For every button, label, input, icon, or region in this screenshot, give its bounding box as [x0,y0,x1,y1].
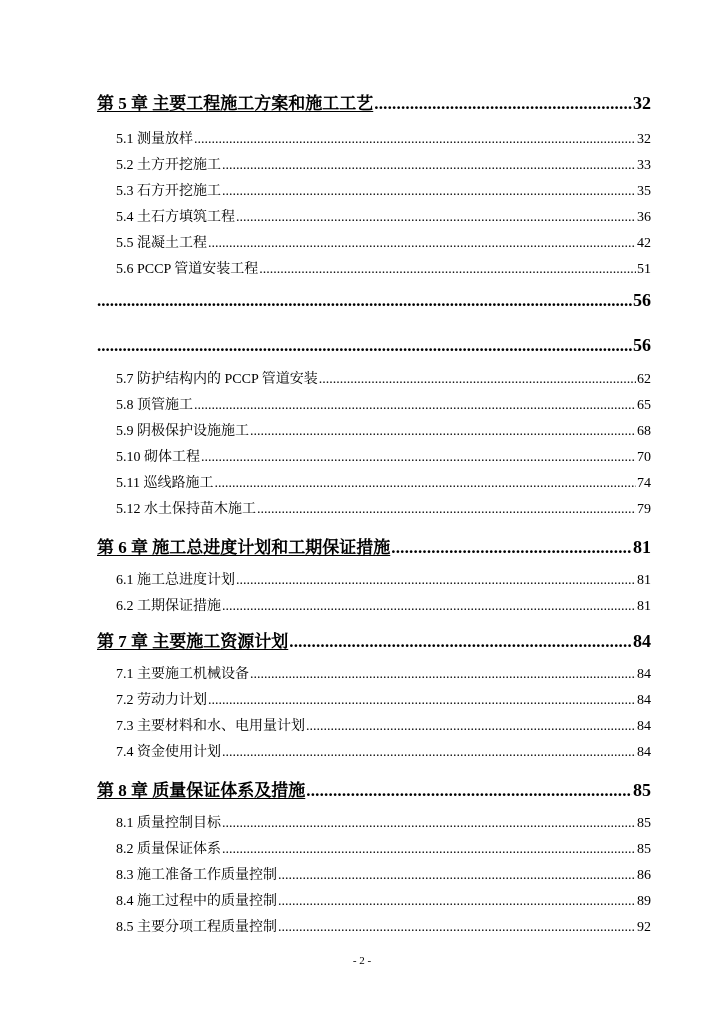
toc-entry-label: 5.2 土方开挖施工 [116,158,221,173]
toc-entry-label: 第 5 章 主要工程施工方案和施工工艺 [97,94,374,113]
toc-page-number: 68 [637,424,651,439]
toc-entry-label: 5.6 PCCP 管道安装工程 [116,262,259,277]
toc-dot-leader [236,210,636,226]
toc-dot-leader [319,372,636,388]
toc-section-entry[interactable] [116,232,651,254]
toc-page-number: 85 [637,816,651,831]
toc-section-entry[interactable] [116,741,651,763]
toc-entry-label: 8.1 质量控制目标 [116,816,221,831]
toc-dot-leader [222,745,636,761]
toc-page-number: 84 [637,693,651,708]
toc-section-entry[interactable] [116,472,651,494]
toc-page-number: 33 [637,158,651,173]
toc-section-entry[interactable] [116,663,651,685]
toc-section-entry[interactable] [116,446,651,468]
toc-dot-leader [222,842,636,858]
toc-page-number: 51 [637,262,651,277]
toc-entry-label: 6.2 工期保证措施 [116,599,221,614]
toc-dot-leader [306,719,636,735]
toc-dot-leader [214,476,636,492]
toc-page-number: 84 [633,631,651,651]
toc-page-number: 32 [633,93,651,113]
toc-page-number: 65 [637,398,651,413]
toc-section-entry[interactable] [116,154,651,176]
toc-entry-label: 5.5 混凝土工程 [116,236,207,251]
toc-dot-leader [391,538,632,558]
toc-section-entry[interactable] [116,206,651,228]
toc-entry-label: 8.4 施工过程中的质量控制 [116,894,277,909]
toc-dot-leader [278,920,636,936]
toc-entry-label: 第 8 章 质量保证体系及措施 [97,781,306,800]
toc-dot-leader [201,450,636,466]
toc-dot-leader [306,781,632,801]
toc-chapter-entry[interactable] [97,533,651,559]
toc-dot-leader [250,424,636,440]
toc-page-number: 70 [637,450,651,465]
toc-entry-label: 8.5 主要分项工程质量控制 [116,920,277,935]
toc-dot-leader [194,132,636,148]
toc-entry-label: 7.3 主要材料和水、电用量计划 [116,719,305,734]
toc-chapter-entry[interactable] [97,627,651,653]
toc-section-entry[interactable] [116,258,651,280]
toc-entry-label: 5.10 砌体工程 [116,450,200,465]
toc-entry-label: 5.8 顶管施工 [116,398,193,413]
toc-entry-label: 5.12 水土保持苗木施工 [116,502,256,517]
toc-blank-entry[interactable] [97,290,651,316]
toc-dot-leader [194,398,636,414]
toc-page-number: 89 [637,894,651,909]
toc-dot-leader [97,291,632,311]
toc-entry-label: 6.1 施工总进度计划 [116,573,235,588]
toc-page-number: 84 [637,719,651,734]
toc-dot-leader [236,573,636,589]
toc-page-number: 42 [637,236,651,251]
toc-entry-label: 8.2 质量保证体系 [116,842,221,857]
toc-page-number: 84 [637,745,651,760]
toc-dot-leader [278,868,636,884]
toc-dot-leader [97,336,632,356]
toc-page-number: 36 [637,210,651,225]
toc-section-entry[interactable] [116,864,651,886]
toc-section-entry[interactable] [116,715,651,737]
toc-section-entry[interactable] [116,812,651,834]
toc-entry-label: 8.3 施工准备工作质量控制 [116,868,277,883]
toc-section-entry[interactable] [116,394,651,416]
toc-dot-leader [208,236,636,252]
toc-dot-leader [250,667,636,683]
toc-entry-label: 7.2 劳动力计划 [116,693,207,708]
toc-entry-label: 5.4 土石方填筑工程 [116,210,235,225]
toc-section-entry[interactable] [116,916,651,938]
toc-page-number: 62 [637,372,651,387]
toc-dot-leader [289,632,632,652]
toc-page-number: 85 [637,842,651,857]
toc-entry-label: 第 6 章 施工总进度计划和工期保证措施 [97,538,391,557]
toc-page-number: 32 [637,132,651,147]
toc-entry-label: 5.11 巡线路施工 [116,476,214,491]
toc-dot-leader [222,599,636,615]
toc-section-entry[interactable] [116,498,651,520]
toc-dot-leader [222,816,636,832]
toc-section-entry[interactable] [116,180,651,202]
toc-section-entry[interactable] [116,420,651,442]
toc-page-number: 92 [637,920,651,935]
toc-section-entry[interactable] [116,595,651,617]
toc-entry-label: 第 7 章 主要施工资源计划 [97,632,289,651]
toc-page-number: 81 [633,537,651,557]
toc-entry-label: 5.1 测量放样 [116,132,193,147]
toc-page-number: 79 [637,502,651,517]
toc-dot-leader [259,262,636,278]
toc-section-entry[interactable] [116,838,651,860]
toc-page-number: 56 [633,290,651,310]
toc-dot-leader [222,184,636,200]
toc-section-entry[interactable] [116,128,651,150]
toc-dot-leader [278,894,636,910]
toc-page-number: 81 [637,599,651,614]
toc-section-entry[interactable] [116,689,651,711]
toc-dot-leader [208,693,636,709]
toc-dot-leader [257,502,636,518]
toc-page-number: 35 [637,184,651,199]
toc-entry-label: 5.3 石方开挖施工 [116,184,221,199]
page-number-footer: - 2 - [352,955,372,967]
toc-entry-label: 7.1 主要施工机械设备 [116,667,249,682]
toc-page-number: 81 [637,573,651,588]
toc-page-number: 74 [637,476,651,491]
toc-entry-label: 5.7 防护结构内的 PCCP 管道安装 [116,372,318,387]
toc-page-number: 84 [637,667,651,682]
toc-entry-label: 7.4 资金使用计划 [116,745,221,760]
toc-dot-leader [222,158,636,174]
toc-section-entry[interactable] [116,569,651,591]
toc-blank-entry[interactable] [97,335,651,361]
toc-chapter-entry[interactable] [97,89,651,115]
toc-page-number: 85 [633,780,651,800]
toc-chapter-entry[interactable] [97,776,651,802]
toc-page-number: 86 [637,868,651,883]
toc-entry-label: 5.9 阴极保护设施施工 [116,424,249,439]
toc-section-entry[interactable] [116,368,651,390]
toc-page-number: 56 [633,335,651,355]
toc-dot-leader [374,94,632,114]
toc-section-entry[interactable] [116,890,651,912]
